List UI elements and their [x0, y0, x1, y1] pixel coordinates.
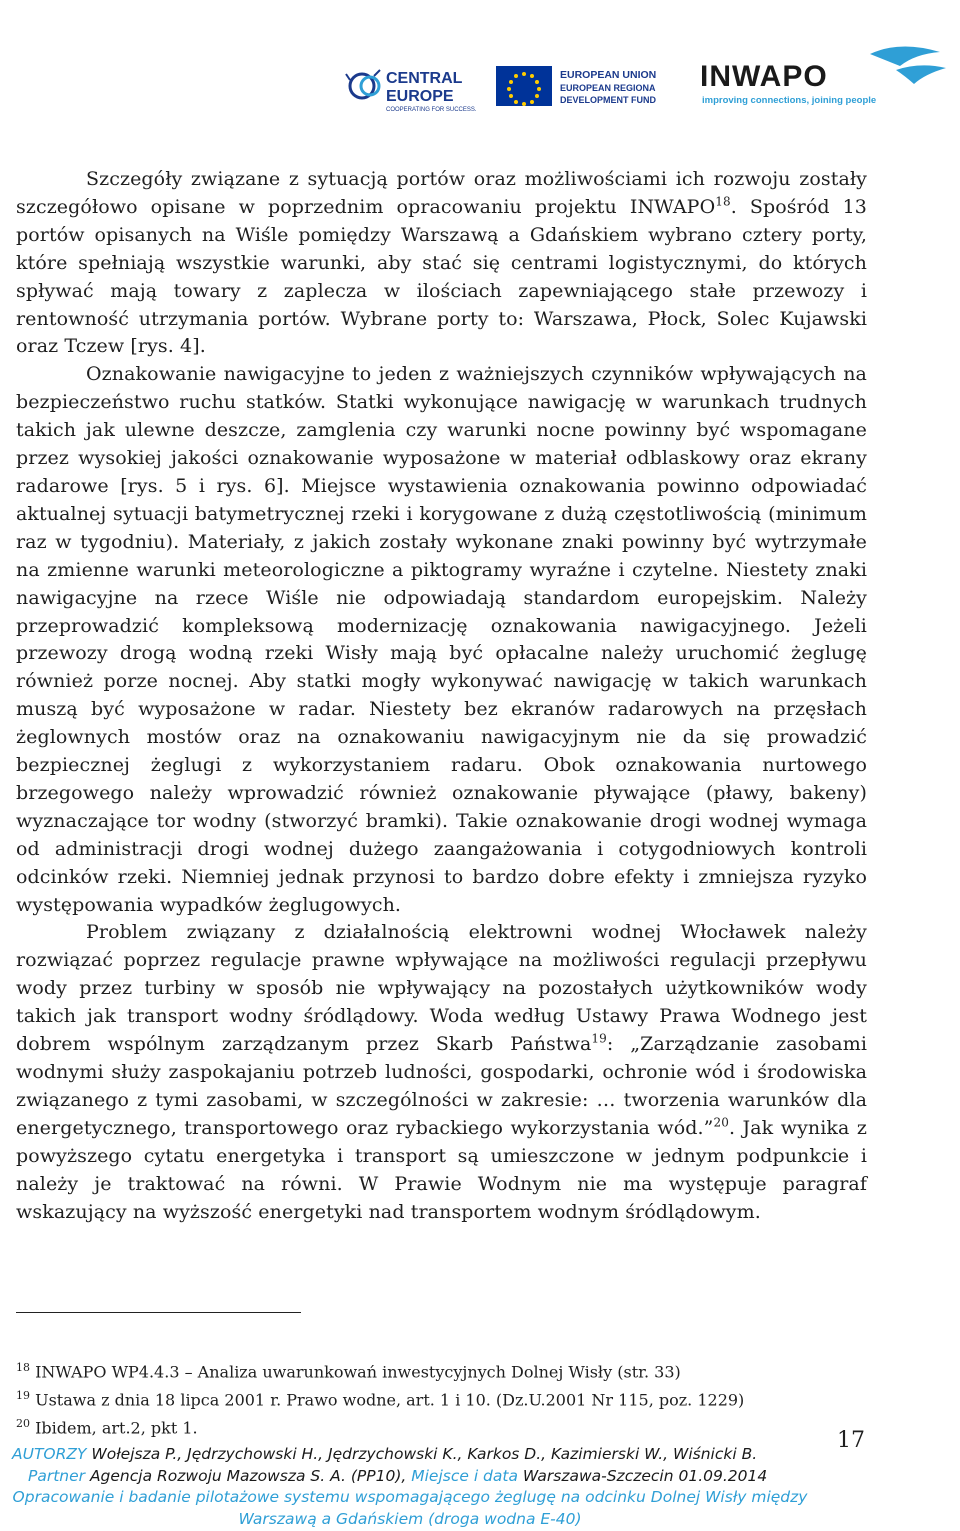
- inwapo-wordmark: INWAPO: [700, 60, 828, 93]
- page-number: 17: [837, 1428, 865, 1453]
- footnotes: [16, 1356, 876, 1439]
- paragraph-2: Oznakowanie nawigacyjne to jeden z ważniejszych czynników wpływających na bezpieczeństwo ruchu statków. Statki wykonujące nawigację w warunkach trudnych takich jak ulewne deszcze, zamglenia czy warunki nocne powinny być wspomagane przez wysokiej jakości oznakowanie wyposażone w materiał odblaskowy oraz ekrany radarowe [rys. 5 i rys. 6]. Miejsce wystawienia oznakowania powinno odpowiadać aktualnej sytuacji batymetrycznej rzeki i korygowane z dużą częstotliwością (minimum raz w tygodniu). Materiały, z jakich zostały wykonane znaki powinny być wytrzymałe na zmienne warunki meteorologiczne a piktogramy wyraźne i czytelne. Niestety znaki nawigacyjne na rzece Wiśle nie odpowiadają standardom europejskim. Należy przeprowadzić kompleksową modernizację oznakowania nawigacyjnego. Jeżeli przewozy drogą wodną rzeki Wisły mają być opłacalne należy uruchomić żeglugę również porze nocnej. Aby statki mogły wykonywać nawigację w takich warunkach muszą być wyposażone w radar. Niestety bez ekranów radarowych na przęsłach żeglownych mostów oraz na oznakowaniu nawigacyjnym nie da się prowadzić bezpiecznej żeglugi z wykorzystaniem radaru. Obok oznakowania nurtowego brzegowego należy wprowadzić również oznakowanie pływające (pławy, bakeny) wyznaczające tor wodny (stworzyć bramki). Takie oznakowanie drogi wodnej wymaga od administracji drogi wodnej dużego zaangażowania i cotygodniowych kontroli odcinków rzeki. Niemniej jednak przynosi to bardzo dobre efekty i zmniejsza ryzyko występowania wypadków żeglugowych.: [16, 363, 867, 916]
- footnote-separator: [16, 1312, 301, 1313]
- eu-line-1: EUROPEAN UNION: [560, 69, 656, 81]
- eu-logo: [496, 60, 656, 112]
- page-footer: [0, 1444, 960, 1530]
- footnote-18: $^{18}$ INWAPO WP4.4.3 – Analiza uwarunkowań inwestycyjnych Dolnej Wisły (str. 33): [16, 1361, 681, 1382]
- footnote-ref-20[interactable]: 20: [713, 1115, 729, 1130]
- footer-partner: Partner Agencja Rozwoju Mazowsza S. A. (PP10), Miejsce i data Warszawa-Szczecin 01.09.2014: [28, 1466, 768, 1485]
- footnote-20: $^{20}$ Ibidem, art.2, pkt 1.: [16, 1416, 198, 1437]
- ce-sub: COOPERATING FOR SUCCESS.: [386, 107, 477, 113]
- paragraph-3: Problem związany z działalnością elektrowni wodnej Włocławek należy rozwiązać poprzez regulacje prawne wpływające na możliwości regulacji przepływu wody przez turbiny w sposób nie wpływający na pozostałych użytkowników wody takich jak transport wodny śródlądowy. Woda według Ustawy Prawa Wodnego jest dobrem wspólnym zarządzanym przez Skarb Państwa$^{19}$: „Zarządzanie zasobami wodnymi służy zaspokajaniu potrzeb ludności, gospodarki, ochronie wód i środowiska związanego z tymi zasobami, w szczególności w zakresie: … tworzenia warunków dla energetycznego, transportowego oraz rybackiego wykorzystania wód.”$^{20}$. Jak wynika z powyższego cytatu energetyka i transport są umieszczone w jednym podpunkcie i należy je traktować na równi. W Prawie Wodnym nie ma występuje paragraf wskazujący na wyższość energetyki nad transportem wodnym śródlądowym.: [16, 921, 868, 1223]
- central-europe-logo: [344, 56, 484, 116]
- footnote-ref-18[interactable]: 18: [715, 194, 731, 209]
- page-header: [0, 46, 960, 126]
- inwapo-slogan: improving connections, joining people: [702, 95, 877, 106]
- footnote-ref-19[interactable]: 19: [591, 1031, 607, 1046]
- footnote-19: $^{19}$ Ustawa z dnia 18 lipca 2001 r. Prawo wodne, art. 1 i 10. (Dz.U.2001 Nr 115, poz. 1229): [16, 1388, 745, 1410]
- footer-title-1: Opracowanie i badanie pilotażowe systemu wspomagającego żeglugę na odcinku Dolnej Wisły między: [12, 1488, 808, 1506]
- paragraph-1: Szczegóły związane z sytuacją portów oraz możliwościami ich rozwoju zostały szczegółowo opisane w poprzednim opracowaniu projektu INWAPO$^{18}$. Spośród 13 portów opisanych na Wiśle pomiędzy Warszawą a Gdańskiem wybrano cztery porty, które spełniają wszystkie warunki, aby stać się centrami logistycznymi, do których spływać mają towary z zaplecza w ilościach zapewniającego stałe przewozy i rentowność utrzymania portów. Wybrane porty to: Warszawa, Płock, Solec Kujawski oraz Tczew [rys. 4].: [16, 168, 867, 358]
- footer-authors: AUTORZY Wołejsza P., Jędrzychowski H., Jędrzychowski K., Karkos D., Kazimierski W., Wiśnicki B.: [12, 1445, 758, 1463]
- ce-title-1: CENTRAL: [386, 70, 463, 87]
- inwapo-logo: [700, 46, 948, 116]
- eu-line-2: EUROPEAN REGIONAL: [560, 83, 656, 93]
- footer-title-2: Warszawą a Gdańskiem (droga wodna E-40): [238, 1509, 582, 1528]
- eu-line-3: DEVELOPMENT FUND: [560, 95, 656, 105]
- ce-title-2: EUROPE: [386, 88, 454, 105]
- main-text: [16, 166, 867, 1226]
